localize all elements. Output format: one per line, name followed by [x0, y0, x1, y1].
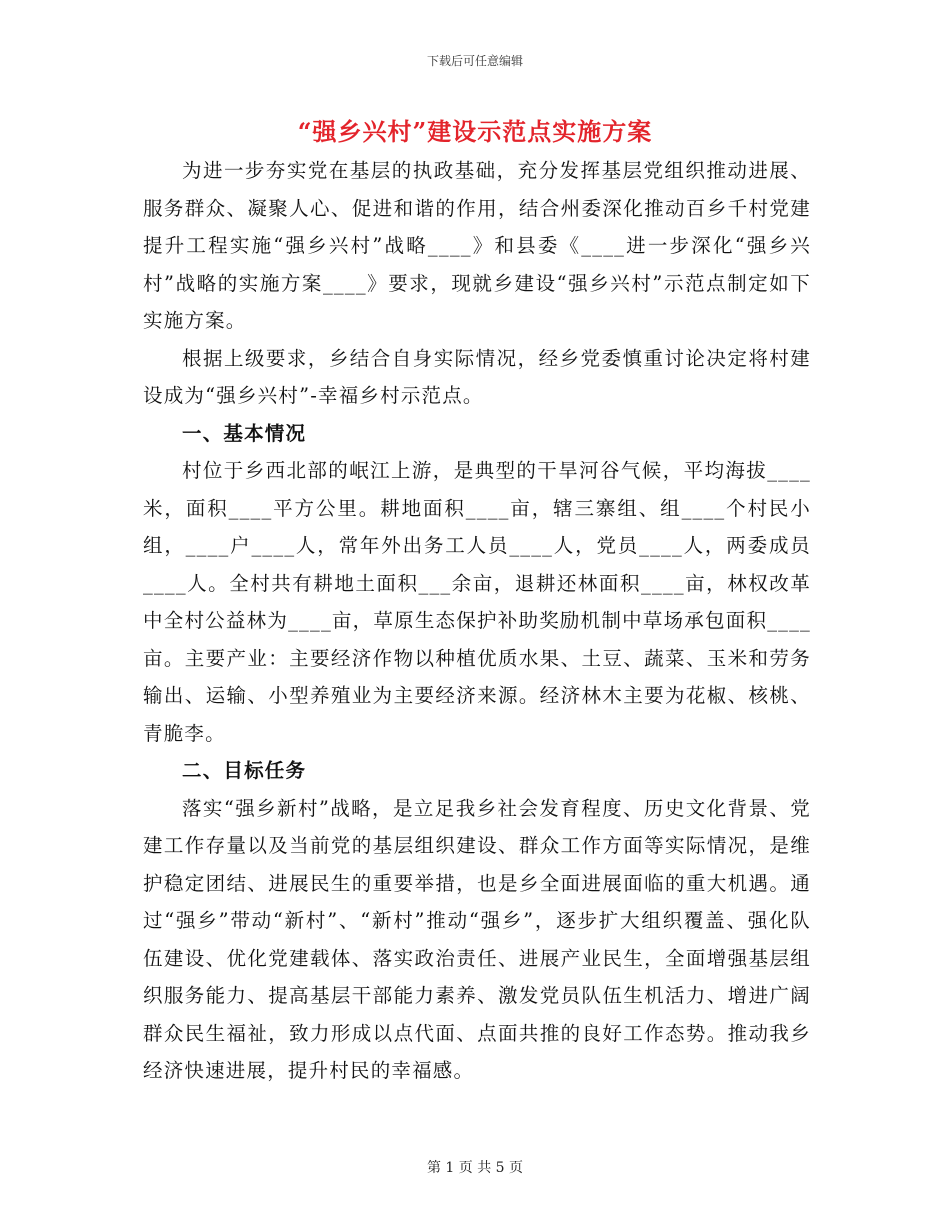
goals-paragraph: 落实“强乡新村”战略，是立足我乡社会发育程度、历史文化背景、党建工作存量以及当前党的基层组织建设、群众工作方面等实际情况，是维护稳定团结、进展民生的重要举措，也是乡全面进展面临的重大机遇。通过“强乡”带动“新村”、“新村”推动“强乡”，逐步扩大组织覆盖、强化队伍建设、优化党建载体、落实政治责任、进展产业民生，全面增强基层组织服务能力、提高基层干部能力素养、激发党员队伍生机活力、增进广阔群众民生福祉，致力形成以点代面、点面共推的良好工作态势。推动我乡经济快速进展，提升村民的幸福感。: [143, 796, 811, 1082]
page-footer: 第 1 页 共 5 页: [426, 1160, 524, 1176]
section-heading-basic: 一、基本情况: [182, 421, 307, 445]
basic-info-paragraph: 村位于乡西北部的岷江上游，是典型的干旱河谷气候，平均海拔____米，面积____平方公里。耕地面积____亩，辖三寨组、组____个村民小组，____户____人，常年外出务工人员____人，党员____人，两委成员____人。全村共有耕地土面积___余亩，退耕还林面积____亩，林权改革中全村公益林为____亩，草原生态保护补助奖励机制中草场承包面积____亩。主要产业：主要经济作物以种植优质水果、土豆、蔬菜、玉米和劳务输出、运输、小型养殖业为主要经济来源。经济林木主要为花椒、核桃、青脆李。: [143, 459, 811, 745]
intro-paragraph-1: 为进一步夯实党在基层的执政基础，充分发挥基层党组织推动进展、服务群众、凝聚人心、促进和谐的作用，结合州委深化推动百乡千村党建提升工程实施“强乡兴村”战略____》和县委《____进一步深化“强乡兴村”战略的实施方案____》要求，现就乡建设“强乡兴村”示范点制定如下实施方案。: [143, 159, 811, 332]
page-header: 下载后可任意编辑: [426, 54, 523, 68]
section-heading-goals: 二、目标任务: [182, 759, 307, 782]
intro-paragraph-2: 根据上级要求，乡结合自身实际情况，经乡党委慎重讨论决定将村建设成为“强乡兴村”-幸福乡村示范点。: [143, 346, 811, 407]
document-title: “强乡兴村”建设示范点实施方案: [297, 117, 653, 146]
document-body: [143, 152, 811, 1090]
